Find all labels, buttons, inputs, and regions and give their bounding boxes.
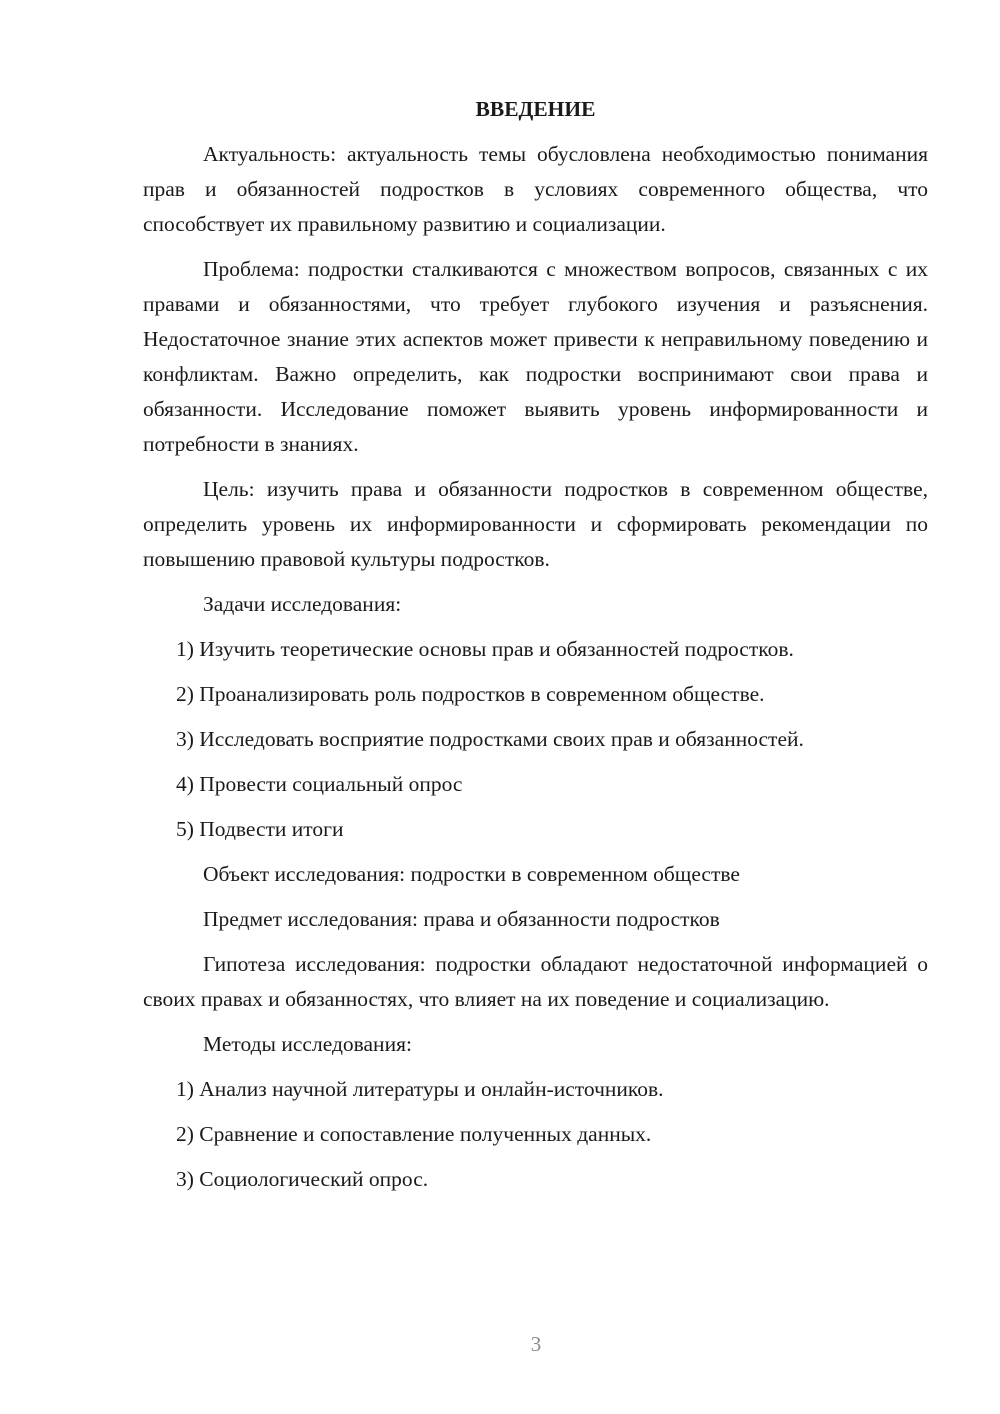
task-item: 5) Подвести итоги (176, 817, 344, 841)
task-item: 1) Изучить теоретические основы прав и обязанностей подростков. (176, 637, 794, 661)
relevance-paragraph: Актуальность: актуальность темы обусловлена необходимостью понимания прав и обязанностей подростков в условиях современного общества, что способствует их правильному развитию и социализации. (143, 142, 928, 236)
goal-paragraph: Цель: изучить права и обязанности подростков в современном обществе, определить уровень их информированности и сформировать рекомендации по повышению правовой культуры подростков. (143, 477, 928, 571)
page-number: 3 (530, 1332, 542, 1356)
subject-paragraph: Предмет исследования: права и обязанности подростков (203, 907, 720, 931)
method-item: 1) Анализ научной литературы и онлайн-источников. (176, 1077, 664, 1101)
task-item: 2) Проанализировать роль подростков в современном обществе. (176, 682, 765, 706)
problem-paragraph: Проблема: подростки сталкиваются с множеством вопросов, связанных с их правами и обязанностями, что требует глубокого изучения и разъяснения. Недостаточное знание этих аспектов может привести к неправильному поведению и конфликтам. Важно определить, как подростки воспринимают свои права и обязанности. Исследование поможет выявить уровень информированности и потребности в знаниях. (143, 257, 928, 456)
section-heading: ВВЕДЕНИЕ (475, 97, 596, 121)
hypothesis-paragraph: Гипотеза исследования: подростки обладают недостаточной информацией о своих правах и обязанностях, что влияет на их поведение и социализацию. (143, 952, 928, 1011)
methods-heading: Методы исследования: (203, 1032, 412, 1056)
method-item: 3) Социологический опрос. (176, 1167, 429, 1191)
tasks-heading: Задачи исследования: (203, 592, 402, 616)
method-item: 2) Сравнение и сопоставление полученных данных. (176, 1122, 652, 1146)
object-paragraph: Объект исследования: подростки в современном обществе (203, 862, 740, 886)
task-item: 4) Провести социальный опрос (176, 772, 463, 796)
task-item: 3) Исследовать восприятие подростками своих прав и обязанностей. (176, 727, 804, 751)
tasks-list (143, 632, 928, 847)
methods-list (143, 1072, 928, 1197)
page-content (143, 92, 928, 1207)
